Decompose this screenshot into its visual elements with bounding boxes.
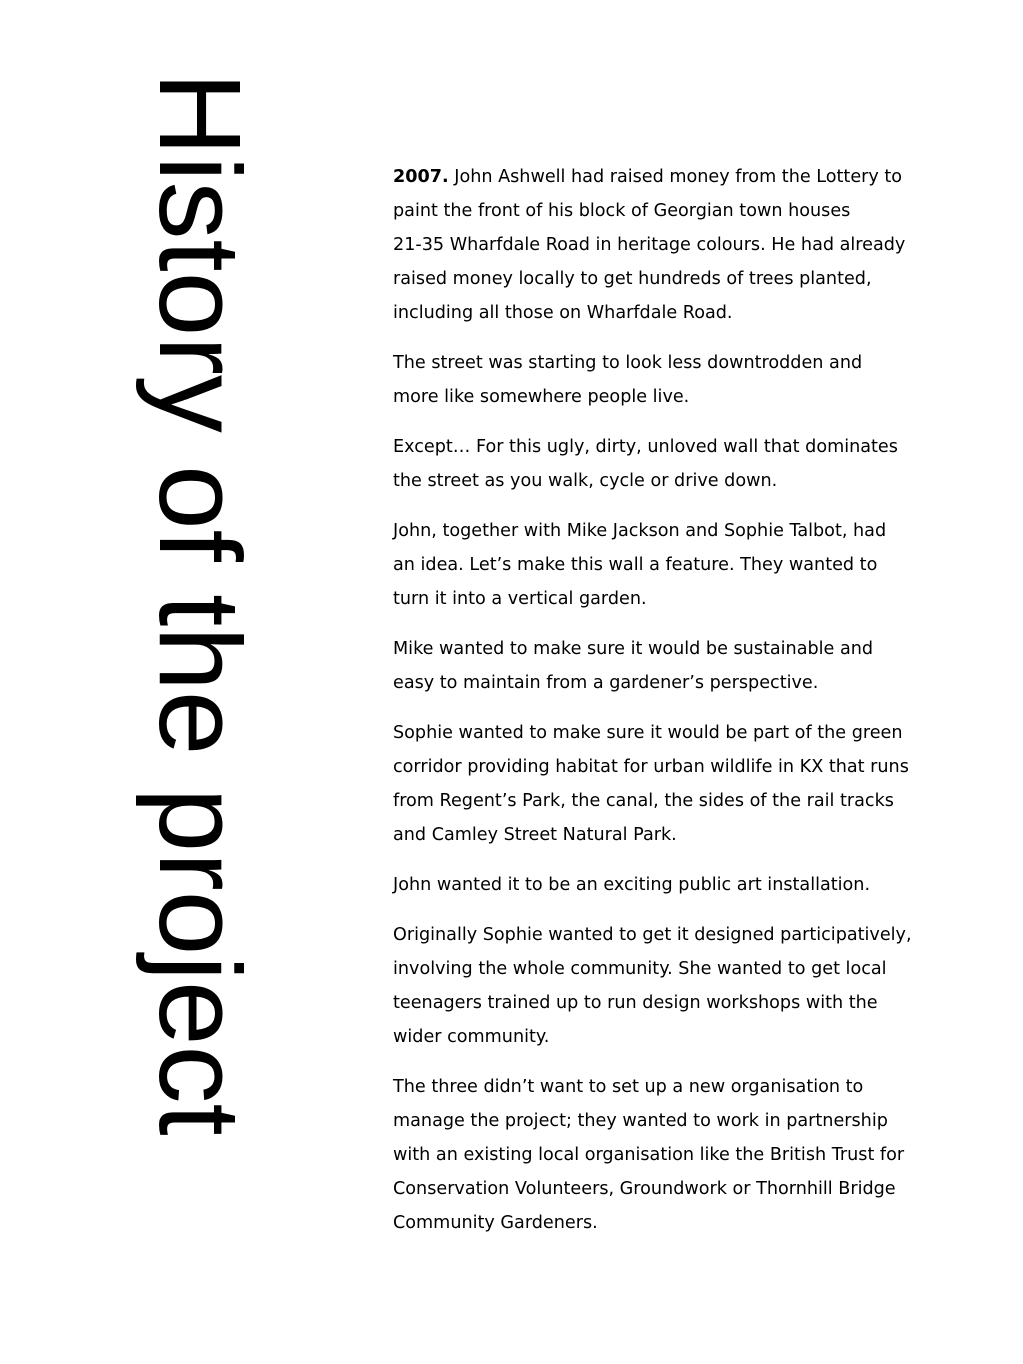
paragraph-7 [393,868,918,902]
text-line: wider community. [393,1027,550,1047]
paragraph-4 [393,514,918,616]
text-line: more like somewhere people live. [393,387,690,407]
paragraph-9 [393,1070,918,1240]
paragraph-1 [393,160,918,330]
text-line: easy to maintain from a gardener’s perspective. [393,673,819,693]
text-line: The street was starting to look less downtrodden and [393,353,863,373]
paragraph-6 [393,716,918,852]
text-line: manage the project; they wanted to work in partnership [393,1111,888,1131]
text-line: John, together with Mike Jackson and Sophie Talbot, had [393,521,887,541]
text-line: corridor providing habitat for urban wildlife in KX that runs [393,757,909,777]
text-line: raised money locally to get hundreds of trees planted, [393,269,872,289]
text-line: from Regent’s Park, the canal, the sides of the rail tracks [393,791,894,811]
year-label: 2007. [393,167,449,187]
paragraph-5 [393,632,918,700]
paragraph-3 [393,430,918,498]
paragraph-2 [393,346,918,414]
text-line: 21-35 Wharfdale Road in heritage colours. He had already [393,235,906,255]
text-line: John wanted it to be an exciting public art installation. [393,875,871,895]
body-text [393,160,918,1256]
text-line: and Camley Street Natural Park. [393,825,677,845]
text-line: teenagers trained up to run design workshops with the [393,993,878,1013]
text-line: The three didn’t want to set up a new organisation to [393,1077,864,1097]
paragraph-8 [393,918,918,1054]
text-line: paint the front of his block of Georgian town houses [393,201,851,221]
text-line: Except… For this ugly, dirty, unloved wall that dominates [393,437,898,457]
text-line: turn it into a vertical garden. [393,589,647,609]
text-line: with an existing local organisation like the British Trust for [393,1145,905,1165]
text-line: Sophie wanted to make sure it would be part of the green [393,723,903,743]
text-line: John Ashwell had raised money from the Lottery to [448,167,903,187]
text-line: Mike wanted to make sure it would be sustainable and [393,639,874,659]
text-line: Originally Sophie wanted to get it designed participatively, [393,925,912,945]
text-line: including all those on Wharfdale Road. [393,303,733,323]
text-line: the street as you walk, cycle or drive down. [393,471,778,491]
text-line: an idea. Let’s make this wall a feature. They wanted to [393,555,878,575]
text-line: involving the whole community. She wanted to get local [393,959,887,979]
text-line: Community Gardeners. [393,1213,598,1233]
title-container [135,72,265,1136]
page-title: History of the project [135,72,265,1136]
text-line: Conservation Volunteers, Groundwork or Thornhill Bridge [393,1179,896,1199]
